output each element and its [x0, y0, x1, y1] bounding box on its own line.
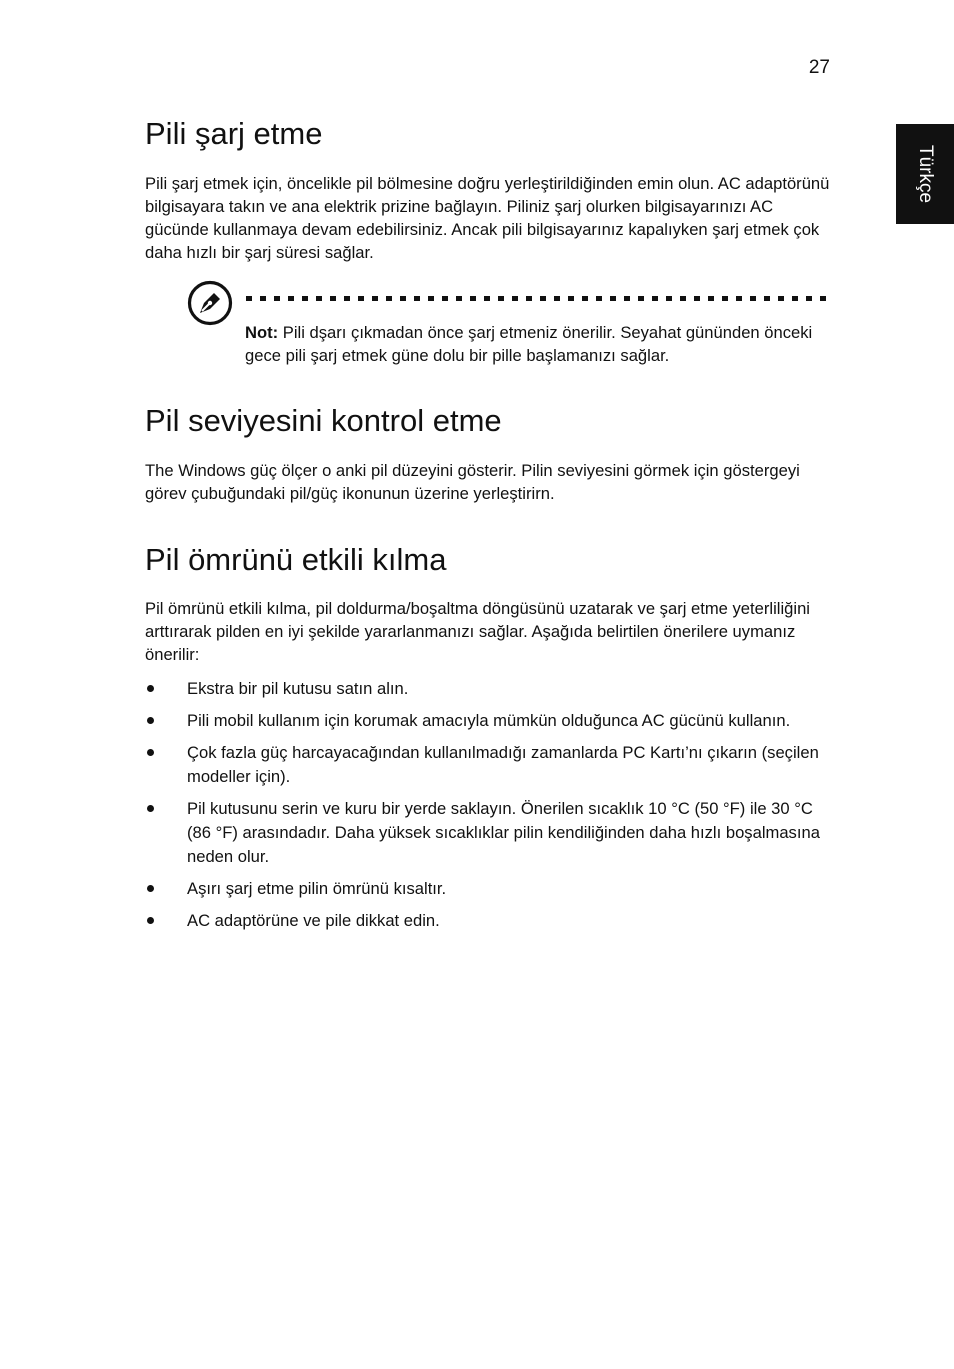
note-label: Not: — [245, 323, 279, 342]
bullet-icon — [147, 685, 154, 692]
charging-paragraph: Pili şarj etmek için, öncelikle pil bölmesine doğru yerleştirildiğinden emin olun. AC adaptörünü bilgisayara takın ve ana elektrik prizine bağlayın. Piliniz şarj olurken bilgisayarınızı AC gücünde kullanmaya devam edebilirsiniz. Ancak pili bilgisayarınız kapalıyken şarj etmek çok daha hızlı bir şarj süresi sağlar. — [145, 174, 830, 262]
list-item: Aşırı şarj etme pilin ömrünü kısaltır. — [145, 877, 835, 901]
note-pen-icon — [186, 279, 234, 327]
battery-level-paragraph: The Windows güç ölçer o anki pil düzeyini gösterir. Pilin seviyesini görmek için göstergeyi görev çubuğundaki pil/güç ikonunun üzerine yerleştirirn. — [145, 461, 800, 503]
list-item: Çok fazla güç harcayacağından kullanılmadığı zamanlarda PC Kartı’nı çıkarın (seçilen modeller için). — [145, 741, 835, 789]
list-item: AC adaptörüne ve pile dikkat edin. — [145, 909, 835, 933]
list-item: Pili mobil kullanım için korumak amacıyla mümkün olduğunca AC gücünü kullanın. — [145, 709, 835, 733]
page-number: 27 — [808, 57, 830, 78]
section-title-charging: Pili şarj etme — [145, 116, 323, 151]
bullet-icon — [147, 805, 154, 812]
battery-life-paragraph: Pil ömrünü etkili kılma, pil doldurma/boşaltma döngüsünü uzatarak ve şarj etme yeterliliğini arttırarak pilden en iyi şekilde yararlanmanızı sağlar. Aşağıda belirtilen önerilere uymanız önerilir: — [145, 599, 810, 664]
bullet-icon — [147, 749, 154, 756]
note-text — [245, 321, 835, 367]
note-dotted-divider — [246, 296, 832, 301]
language-tab-label: Türkçe — [915, 144, 937, 204]
bullet-icon — [147, 717, 154, 724]
bullet-icon — [147, 917, 154, 924]
list-item: Ekstra bir pil kutusu satın alın. — [145, 677, 835, 701]
list-item: Pil kutusunu serin ve kuru bir yerde saklayın. Önerilen sıcaklık 10 °C (50 °F) ile 30 °C (86 °F) arasındadır. Daha yüksek sıcaklıklar pilin kendiliğinden daha hızlı boşalmasına neden olur. — [145, 797, 835, 869]
note-body: Pili dşarı çıkmadan önce şarj etmeniz önerilir. Seyahat gününden önceki gece pili şarj etmek güne dolu bir pille başlamanızı sağlar. — [245, 323, 813, 365]
bullet-icon — [147, 885, 154, 892]
section-title-battery-life: Pil ömrünü etkili kılma — [145, 542, 447, 577]
language-tab — [896, 124, 954, 224]
section-title-battery-level: Pil seviyesini kontrol etme — [145, 403, 502, 438]
battery-tips-list — [145, 677, 835, 941]
